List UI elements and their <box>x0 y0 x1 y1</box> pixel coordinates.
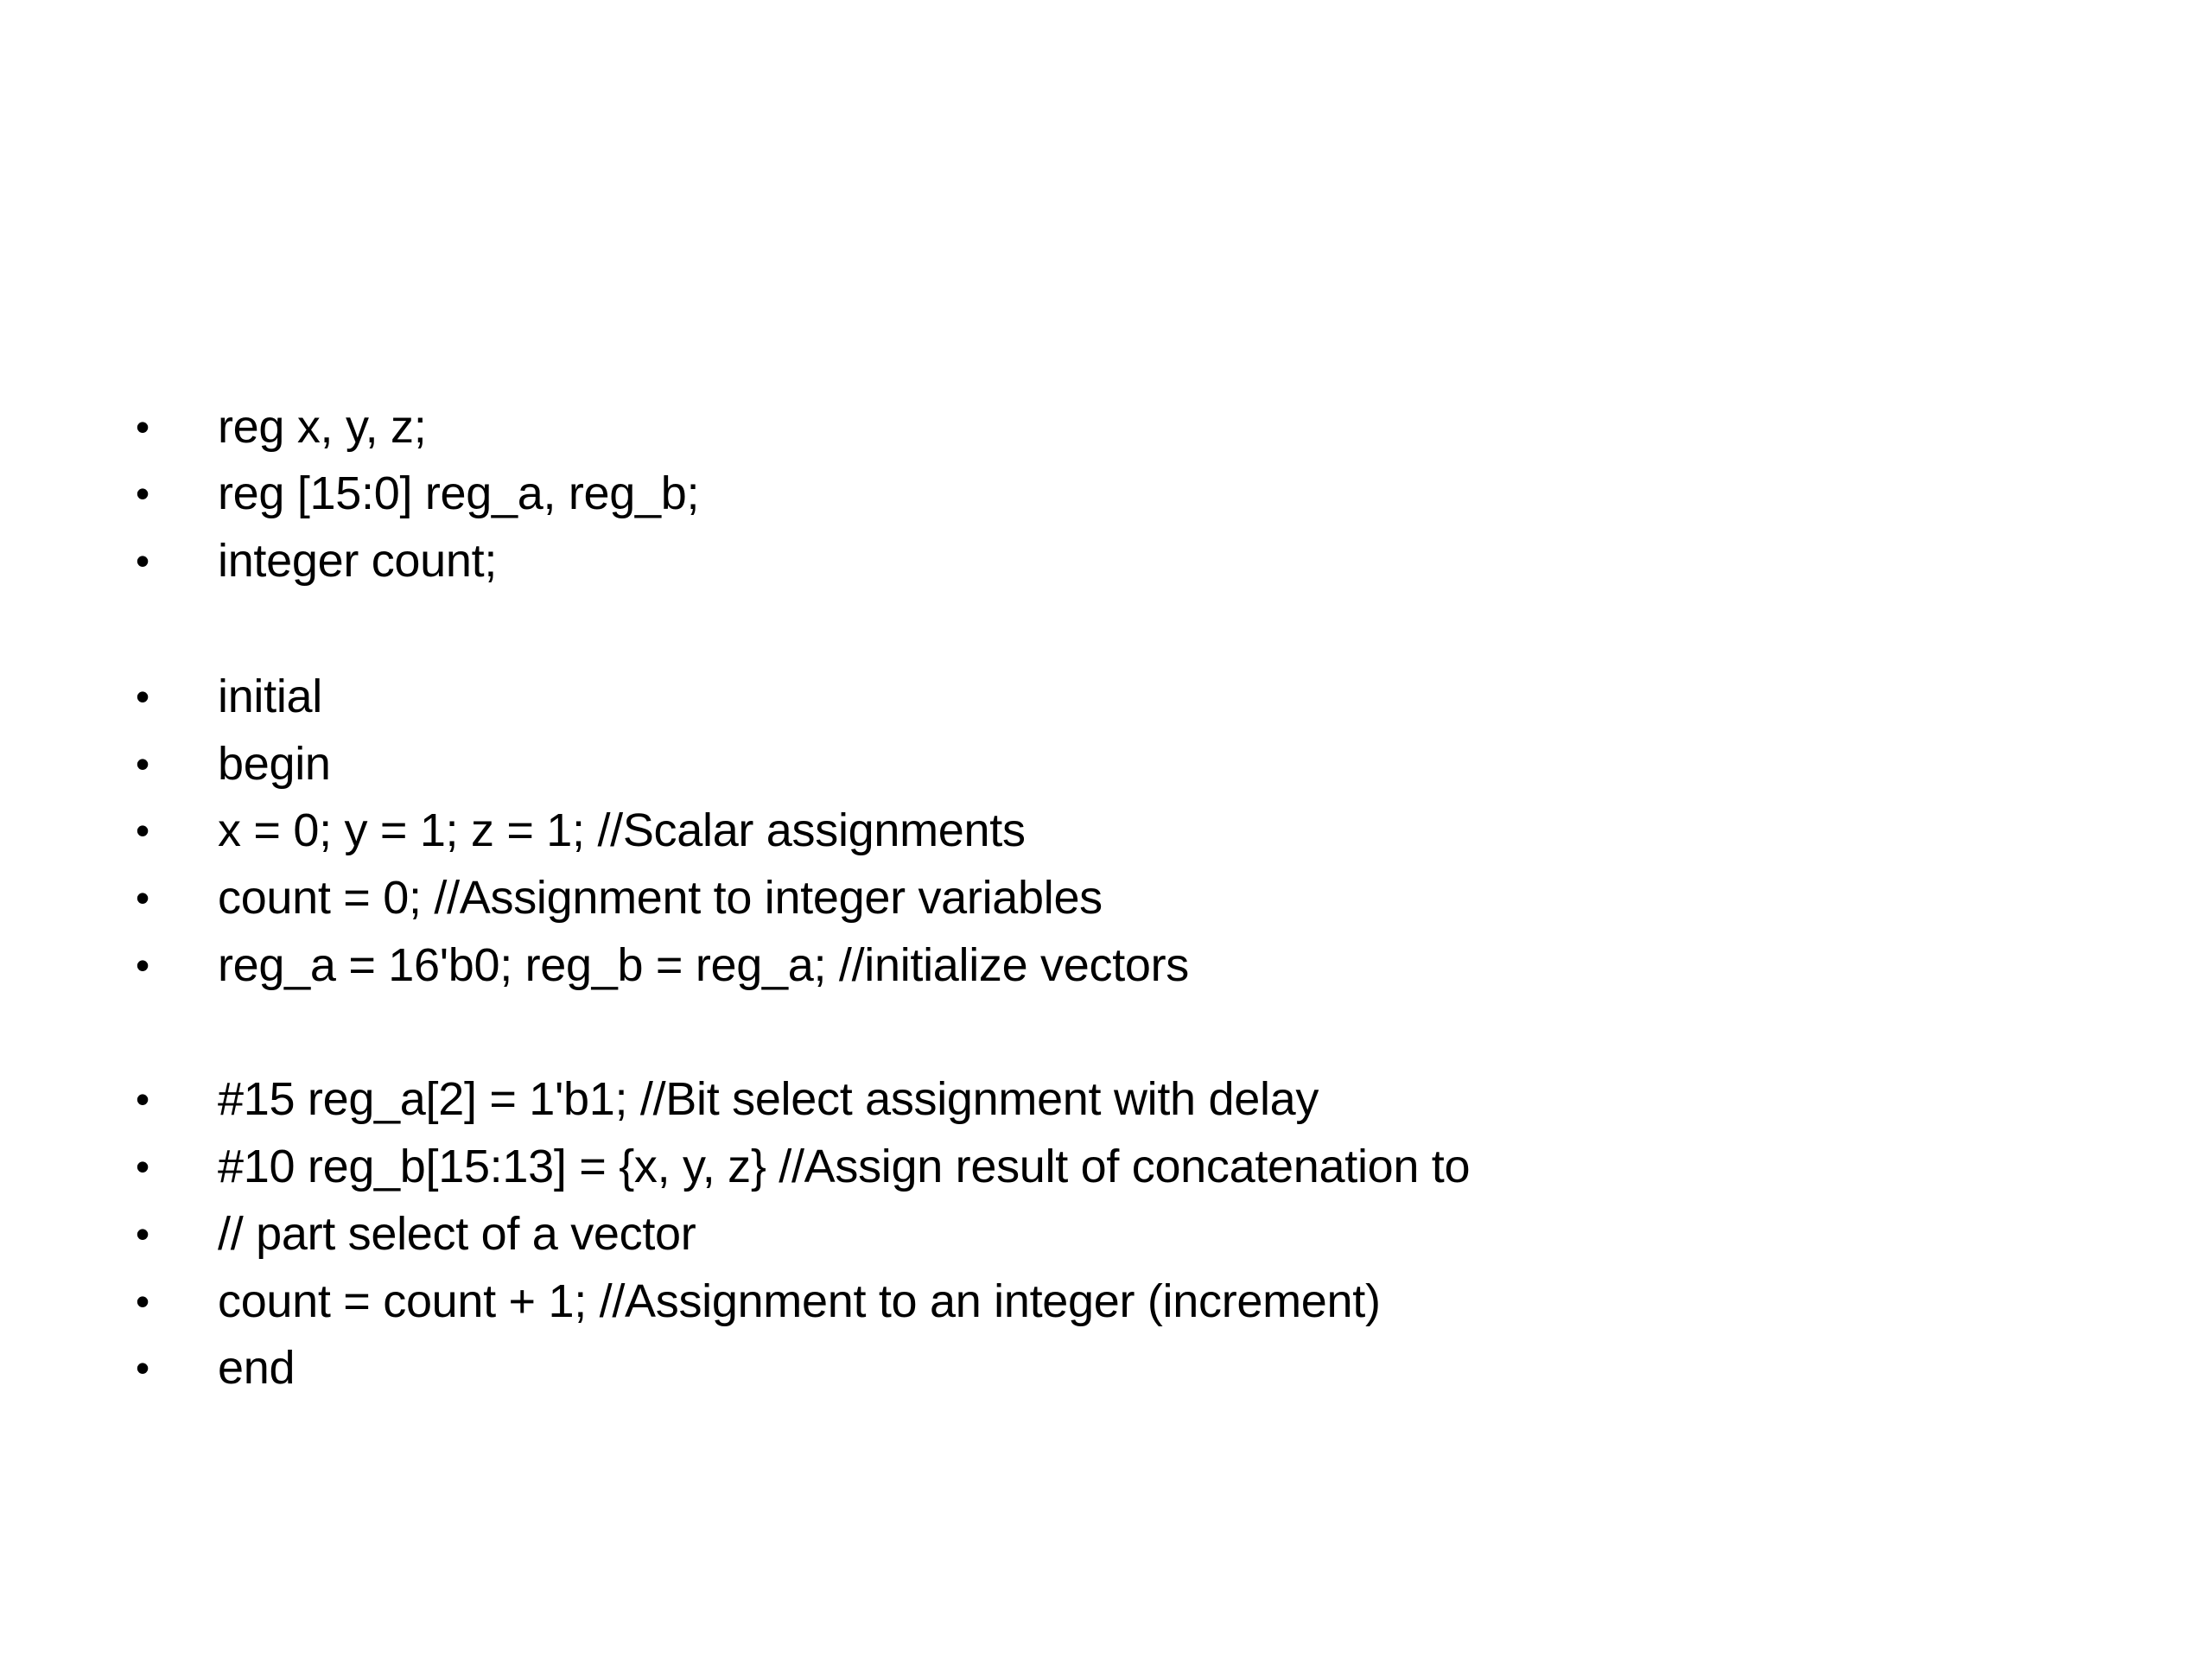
bullet-icon: • <box>135 538 150 583</box>
code-line: #10 reg_b[15:13] = {x, y, z} //Assign result of concatenation to <box>218 1141 1471 1192</box>
list-item <box>0 393 2212 461</box>
code-line: #15 reg_a[2] = 1'b1; //Bit select assignment with delay <box>218 1073 1319 1125</box>
list-item <box>0 864 2212 931</box>
list-item <box>0 460 2212 527</box>
list-item <box>0 797 2212 864</box>
code-line: x = 0; y = 1; z = 1; //Scalar assignments <box>218 804 1026 856</box>
bullet-icon: • <box>135 1144 150 1189</box>
list-item <box>0 527 2212 594</box>
bullet-icon: • <box>135 808 150 853</box>
code-line: integer count; <box>218 535 498 587</box>
bullet-icon: • <box>135 1077 150 1122</box>
list-item <box>0 730 2212 798</box>
code-line: // part select of a vector <box>218 1208 696 1260</box>
list-item <box>0 1200 2212 1268</box>
bullet-icon: • <box>135 943 150 988</box>
bullet-icon: • <box>135 404 150 449</box>
bullet-icon: • <box>135 1345 150 1390</box>
code-line: count = count + 1; //Assignment to an integer (increment) <box>218 1275 1381 1327</box>
bullet-icon: • <box>135 471 150 516</box>
bullet-icon: • <box>135 875 150 920</box>
code-line: reg [15:0] reg_a, reg_b; <box>218 467 700 519</box>
list-item <box>0 931 2212 999</box>
bullet-icon: • <box>135 674 150 719</box>
list-item <box>0 1334 2212 1402</box>
bullet-icon: • <box>135 1211 150 1256</box>
list-item <box>0 663 2212 730</box>
code-line: end <box>218 1342 296 1394</box>
code-line: begin <box>218 738 331 790</box>
code-line: reg x, y, z; <box>218 401 427 453</box>
list-item <box>0 1065 2212 1133</box>
code-line: initial <box>218 671 322 722</box>
bullet-icon: • <box>135 1279 150 1324</box>
code-line: reg_a = 16'b0; reg_b = reg_a; //initialize vectors <box>218 939 1190 991</box>
list-item <box>0 1268 2212 1335</box>
bullet-icon: • <box>135 741 150 786</box>
list-item <box>0 1133 2212 1200</box>
code-line: count = 0; //Assignment to integer variables <box>218 872 1103 924</box>
